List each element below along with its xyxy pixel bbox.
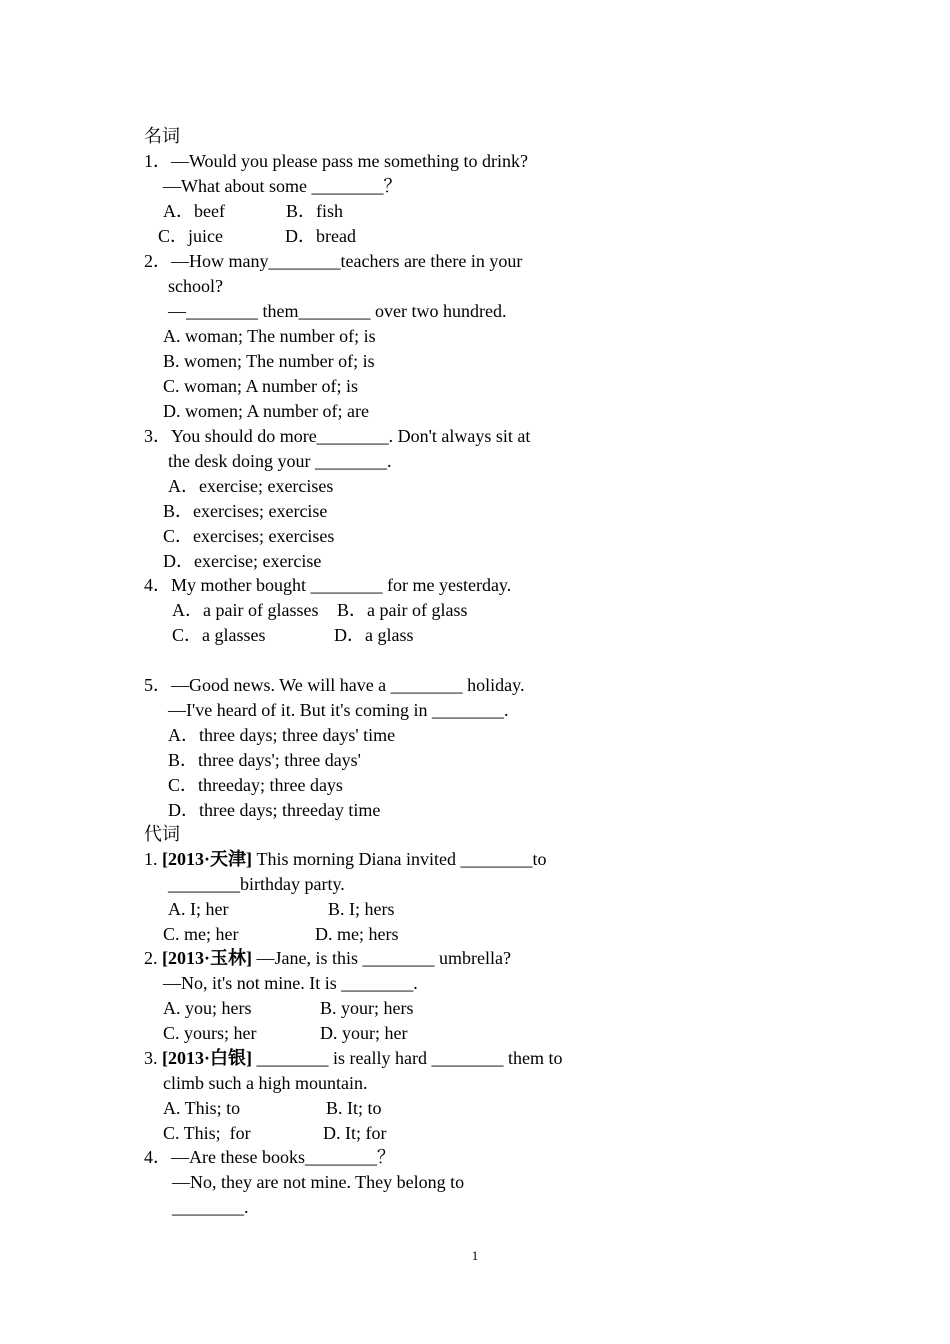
option-b: B．a pair of glass bbox=[337, 600, 468, 620]
option-c: C. woman; A number of; is bbox=[163, 376, 358, 396]
option-a: A．a pair of glasses bbox=[172, 600, 319, 620]
question-text bbox=[144, 1046, 562, 1071]
question-source: [2013·玉林] bbox=[162, 948, 252, 968]
question-text: 1．—Would you please pass me something to drink? bbox=[144, 151, 528, 171]
option-d: D．a glass bbox=[334, 625, 414, 645]
option-b: B. women; The number of; is bbox=[163, 351, 375, 371]
option-d: D．three days; threeday time bbox=[168, 800, 381, 820]
question-text: 4．My mother bought ________ for me yesterday. bbox=[144, 575, 512, 595]
question-text: ________. bbox=[172, 1197, 249, 1217]
option-d: D．exercise; exercise bbox=[163, 551, 322, 571]
question-text: —What about some ________？ bbox=[163, 176, 402, 196]
question-text: school? bbox=[168, 276, 223, 296]
option-c: C．threeday; three days bbox=[168, 775, 343, 795]
option-d: D．bread bbox=[285, 226, 356, 246]
option-a: A. I; her bbox=[168, 899, 229, 919]
option-a: A．three days; three days' time bbox=[168, 725, 396, 745]
question-text: —________ them________ over two hundred. bbox=[168, 301, 507, 321]
question-text: —I've heard of it. But it's coming in ________. bbox=[168, 700, 509, 720]
question-source: [2013·白银] bbox=[162, 1048, 252, 1068]
question-number: 3. bbox=[144, 1048, 158, 1068]
option-a: A．beef bbox=[163, 201, 225, 221]
question-text: climb such a high mountain. bbox=[163, 1073, 368, 1093]
question-number: 1. bbox=[144, 849, 158, 869]
question-text: —No, they are not mine. They belong to bbox=[172, 1172, 465, 1192]
option-d: D. me; hers bbox=[315, 924, 399, 944]
option-b: B．three days'; three days' bbox=[168, 750, 361, 770]
option-a: A. This; to bbox=[163, 1098, 241, 1118]
question-text bbox=[144, 847, 546, 872]
question-number: 2. bbox=[144, 948, 158, 968]
question-source: [2013·天津] bbox=[162, 849, 252, 869]
question-text: 4．—Are these books________？ bbox=[144, 1147, 395, 1167]
option-a: A. woman; The number of; is bbox=[163, 326, 376, 346]
option-c: C. yours; her bbox=[163, 1023, 257, 1043]
option-a: A．exercise; exercises bbox=[168, 476, 334, 496]
option-d: D. It; for bbox=[323, 1123, 387, 1143]
question-text: 2．—How many________teachers are there in your bbox=[144, 251, 523, 271]
option-a: A. you; hers bbox=[163, 998, 252, 1018]
option-c: C. This; for bbox=[163, 1123, 251, 1143]
question-text: 3．You should do more________. Don't always sit at bbox=[144, 426, 531, 446]
option-b: B．fish bbox=[286, 201, 344, 221]
section-heading-nouns: 名词 bbox=[144, 126, 180, 146]
option-c: C. me; her bbox=[163, 924, 239, 944]
option-b: B. It; to bbox=[326, 1098, 382, 1118]
option-c: C．a glasses bbox=[172, 625, 266, 645]
option-b: B. your; hers bbox=[320, 998, 414, 1018]
option-c: C．exercises; exercises bbox=[163, 526, 335, 546]
question-text bbox=[144, 946, 511, 971]
question-first-line: This morning Diana invited ________to bbox=[256, 849, 547, 869]
page-number: 1 bbox=[471, 1248, 479, 1263]
question-text: ________birthday party. bbox=[168, 874, 345, 894]
option-b: B. I; hers bbox=[328, 899, 395, 919]
question-first-line: ________ is really hard ________ them to bbox=[256, 1048, 563, 1068]
option-c: C．juice bbox=[158, 226, 223, 246]
option-b: B．exercises; exercise bbox=[163, 501, 328, 521]
option-d: D. your; her bbox=[320, 1023, 408, 1043]
question-text: the desk doing your ________. bbox=[168, 451, 392, 471]
question-text: —No, it's not mine. It is ________. bbox=[163, 973, 418, 993]
option-d: D. women; A number of; are bbox=[163, 401, 369, 421]
question-text: 5．—Good news. We will have a ________ holiday. bbox=[144, 675, 525, 695]
question-first-line: —Jane, is this ________ umbrella? bbox=[256, 948, 511, 968]
section-heading-pronouns: 代词 bbox=[144, 824, 180, 844]
